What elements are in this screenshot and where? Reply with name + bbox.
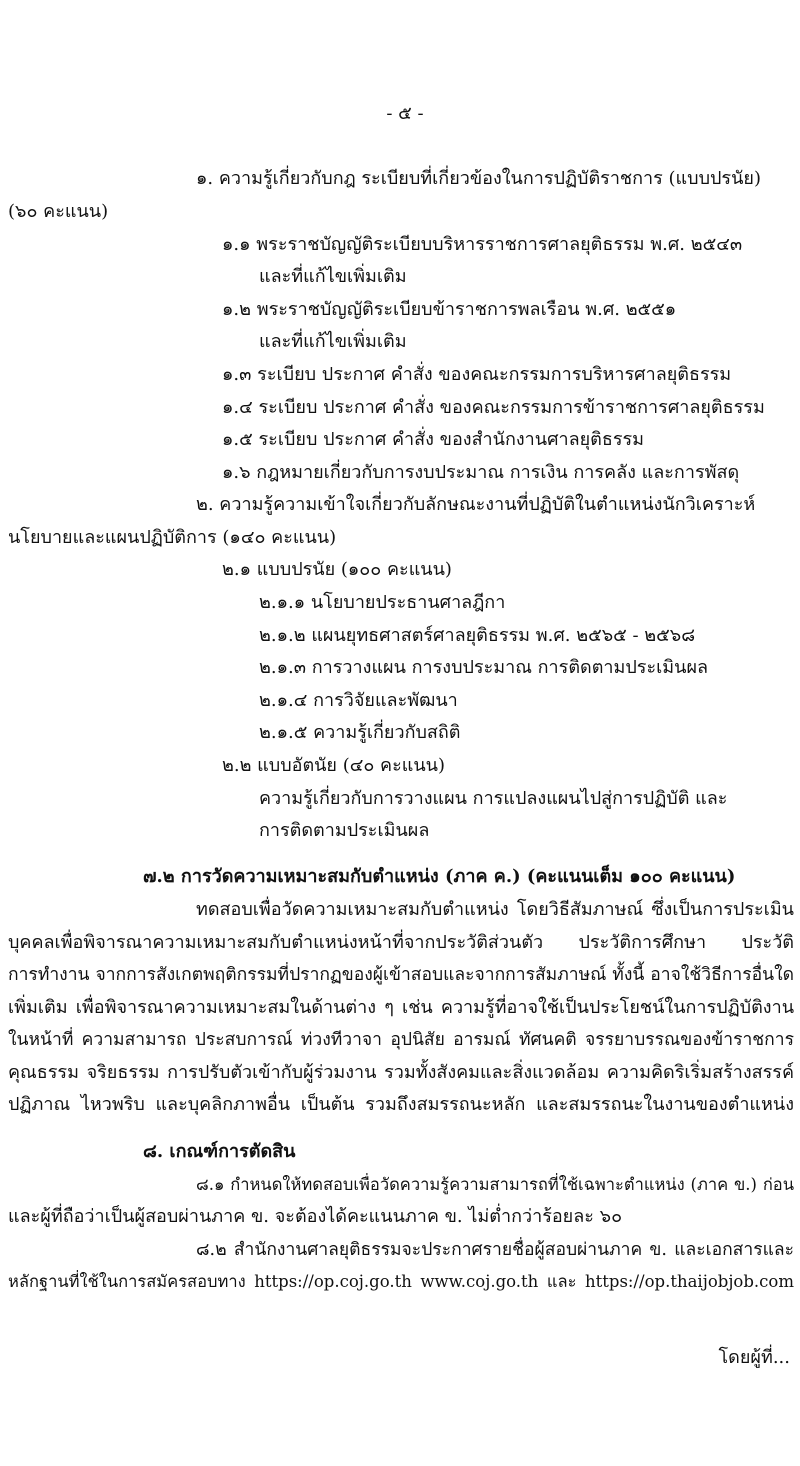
item-2-1-2: ๒.๑.๒ แผนยุทธศาสตร์ศาลยุติธรรม พ.ศ. ๒๕๖๕ - ๒๕๖๘: [259, 625, 696, 646]
section1-heading-line1: ๑. ความรู้เกี่ยวกับกฎ ระเบียบที่เกี่ยวข้องในการปฏิบัติราชการ (แบบปรนัย): [196, 168, 761, 189]
section2-heading-line1: ๒. ความรู้ความเข้าใจเกี่ยวกับลักษณะงานที่ปฏิบัติในตำแหน่งนักวิเคราะห์: [196, 494, 756, 515]
section1-heading-line2: (๖๐ คะแนน): [8, 201, 109, 222]
item-2-1: ๒.๑ แบบปรนัย (๑๐๐ คะแนน): [222, 559, 452, 580]
item-1-2-line1: ๑.๒ พระราชบัญญัติระเบียบข้าราชการพลเรือน พ.ศ. ๒๕๕๑: [222, 299, 677, 320]
page-number: - ๕ -: [386, 103, 424, 124]
item-1-6: ๑.๖ กฎหมายเกี่ยวกับการงบประมาณ การเงิน การคลัง และการพัสดุ: [222, 462, 740, 483]
criterion-8-2-line2: หลักฐานที่ใช้ในการสมัครสอบทาง https://op.coj.go.th www.coj.go.th และ https://op.thaijobjob.com: [8, 1272, 794, 1291]
item-1-1-line1: ๑.๑ พระราชบัญญัติระเบียบบริหารราชการศาลยุติธรรม พ.ศ. ๒๕๔๓: [222, 234, 743, 255]
item-2-2: ๒.๒ แบบอัตนัย (๔๐ คะแนน): [222, 755, 445, 776]
item-2-2-text-line1: ความรู้เกี่ยวกับการวางแผน การแปลงแผนไปสู่การปฏิบัติ และ: [259, 788, 728, 809]
item-1-3: ๑.๓ ระเบียบ ประกาศ คำสั่ง ของคณะกรรมการบริหารศาลยุติธรรม: [222, 364, 732, 385]
item-1-1-line2: และที่แก้ไขเพิ่มเติม: [259, 266, 407, 287]
item-2-1-3: ๒.๑.๓ การวางแผน การงบประมาณ การติดตามประเมินผล: [259, 657, 709, 678]
section7-2-para-line1: ทดสอบเพื่อวัดความเหมาะสมกับตำแหน่ง โดยวิธีสัมภาษณ์ ซึ่งเป็นการประเมิน: [196, 899, 794, 920]
item-1-2-line2: และที่แก้ไขเพิ่มเติม: [259, 331, 407, 352]
item-1-4: ๑.๔ ระเบียบ ประกาศ คำสั่ง ของคณะกรรมการข้าราชการศาลยุติธรรม: [222, 397, 765, 418]
continuation-text: โดยผู้ที่...: [718, 1347, 790, 1368]
criterion-8-2-line1: ๘.๒ สำนักงานศาลยุติธรรมจะประกาศรายชื่อผู้สอบผ่านภาค ข. และเอกสารและ: [196, 1240, 794, 1260]
criterion-8-1-line1: ๘.๑ กำหนดให้ทดสอบเพื่อวัดความรู้ความสามารถที่ใช้เฉพาะตำแหน่ง (ภาค ข.) ก่อน: [196, 1175, 794, 1194]
section7-2-para-line7: ปฏิภาณ ไหวพริบ และบุคลิกภาพอื่น เป็นต้น รวมถึงสมรรถนะหลัก และสมรรถนะในงานของตำแหน่ง: [8, 1094, 794, 1115]
section7-2-para-line3: การทำงาน จากการสังเกตพฤติกรรมที่ปรากฏของผู้เข้าสอบและจากการสัมภาษณ์ ทั้งนี้ อาจใช้วิธีการอื่นใด: [8, 965, 794, 985]
section7-2-para-line5: ในหน้าที่ ความสามารถ ประสบการณ์ ท่วงทีวาจา อุปนิสัย อารมณ์ ทัศนคติ จรรยาบรรณของข้าราชการ: [8, 1030, 794, 1050]
section7-2-para-line4: เพิ่มเติม เพื่อพิจารณาความเหมาะสมในด้านต่าง ๆ เช่น ความรู้ที่อาจใช้เป็นประโยชน์ในการปฏิบัติงาน: [8, 997, 794, 1018]
section7-2-para-line6: คุณธรรม จริยธรรม การปรับตัวเข้ากับผู้ร่วมงาน รวมทั้งสังคมและสิ่งแวดล้อม ความคิดริเริ่มสร้างสรรค์: [8, 1062, 794, 1083]
item-2-2-text-line2: การติดตามประเมินผล: [259, 820, 430, 841]
section8-heading: ๘. เกณฑ์การตัดสิน: [143, 1141, 296, 1162]
item-2-1-4: ๒.๑.๔ การวิจัยและพัฒนา: [259, 690, 458, 711]
item-2-1-1: ๒.๑.๑ นโยบายประธานศาลฎีกา: [259, 592, 506, 613]
item-2-1-5: ๒.๑.๕ ความรู้เกี่ยวกับสถิติ: [259, 722, 461, 743]
item-1-5: ๑.๕ ระเบียบ ประกาศ คำสั่ง ของสำนักงานศาลยุติธรรม: [222, 429, 645, 450]
criterion-8-1-line2: และผู้ที่ถือว่าเป็นผู้สอบผ่านภาค ข. จะต้องได้คะแนนภาค ข. ไม่ต่ำกว่าร้อยละ ๖๐: [8, 1206, 623, 1227]
section7-2-para-line2: บุคคลเพื่อพิจารณาความเหมาะสมกับตำแหน่งหน้าที่จากประวัติส่วนตัว ประวัติการศึกษา ประวัติ: [8, 932, 794, 953]
section2-heading-line2: นโยบายและแผนปฏิบัติการ (๑๔๐ คะแนน): [8, 527, 337, 548]
section7-2-heading: ๗.๒ การวัดความเหมาะสมกับตำแหน่ง (ภาค ค.) (คะแนนเต็ม ๑๐๐ คะแนน): [143, 866, 736, 887]
